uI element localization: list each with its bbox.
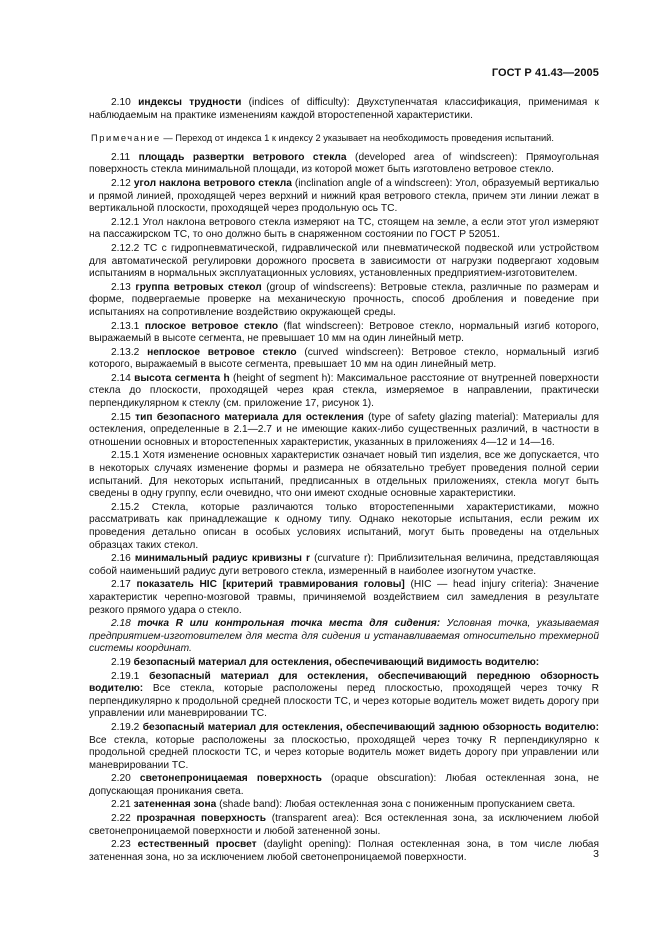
paragraph-text: (curvature r): Приблизительная величина, представляющая собой наименьший радиус дуги ветрового стекла, измеренный в наиболее изогнутом участке. <box>89 553 599 577</box>
paragraph <box>89 321 599 346</box>
paragraph-text: (indices of difficulty): Двухступенчатая классификация, применимая к наблюдаемым на практике изменениям каждой второстепенной характеристики. <box>89 97 600 121</box>
clause-number: 2.14 <box>111 372 131 384</box>
clause-number: 2.10 <box>111 97 131 108</box>
paragraph <box>89 553 599 578</box>
term: безопасный материал для остекления, обеспечивающий переднюю обзорность водителю: <box>89 670 599 695</box>
paragraph <box>89 282 599 320</box>
term: затененная зона <box>133 799 217 811</box>
term: группа ветровых стекол <box>135 281 262 293</box>
clause-number: 2.13 <box>111 281 131 293</box>
clause-number: 2.12 <box>111 177 131 189</box>
paragraph-text: (daylight opening): Полная остекленная зона, в том числе любая затененная зона, но за исключением любой светонепроницаемой поверхности. <box>89 839 599 863</box>
clause-number: 2.15.2 <box>111 501 140 513</box>
paragraph-text: (HIC — head injury criteria): Значение характеристик черепно-мозговой травмы, причиняемой воздействием сил замедления в результате резкого прямого удара о стекло. <box>89 579 599 616</box>
paragraph <box>89 152 599 177</box>
term: угол наклона ветрового стекла <box>133 177 292 189</box>
term: естественный просвет <box>137 839 257 851</box>
clause-number: 2.18 <box>111 618 131 630</box>
paragraph-text: Все стекла, которые расположены перед плоскостью, проходящей через точку R перпендикулярно к продольной средней плоскости ТС, и через которые водитель может видеть дорогу при управлении или маневрировании ТС. <box>89 683 599 720</box>
paragraph <box>89 347 599 372</box>
paragraph <box>89 773 599 798</box>
clause-number: 2.12.2 <box>111 242 140 254</box>
note-text: — Переход от индекса 1 к индексу 2 указывает на необходимость проведения испытаний. <box>160 133 554 144</box>
term: прозрачная поверхность <box>136 813 267 825</box>
term: минимальный радиус кривизны r <box>134 553 310 565</box>
paragraph-text: Стекла, которые различаются только второстепенными характеристиками, можно рассматривать как принадлежащие к одному типу. Однако некоторые испытания, если режим их проведения детально описан в особых условиях испытаний, могут быть проведены на отдельных образцах таких стекол. <box>89 501 599 551</box>
clause-number: 2.17 <box>111 579 131 591</box>
term: безопасный материал для остекления, обеспечивающий заднюю обзорность водителю: <box>142 721 599 733</box>
clause-number: 2.11 <box>111 151 131 163</box>
paragraph-text: (opaque obscuration): Любая остекленная зона, не допускающая проникания света. <box>89 773 599 797</box>
term: точка R или контрольная точка места для сидения: <box>137 618 441 630</box>
paragraph <box>89 450 599 500</box>
clause-number: 2.20 <box>111 773 131 785</box>
note <box>89 132 599 145</box>
paragraph <box>89 799 599 812</box>
paragraph <box>89 813 599 838</box>
paragraph-text: ТС с гидропневматической, гидравлической или пневматической подвеской или устройством для автоматической регулировки дорожного просвета в зависимости от нагрузки подвергают ходовым испытаниям в нормальных эксплуатационных условиях, установленных предприятием-изготовителем. <box>89 242 599 280</box>
paragraph <box>89 579 599 617</box>
paragraph-text: (transparent area): Вся остекленная зона, за исключением любой светонепроницаемой поверхности и любой затененной зоны. <box>89 813 599 837</box>
paragraph <box>89 178 599 216</box>
clause-number: 2.13.1 <box>111 320 140 332</box>
term: индексы трудности <box>138 97 242 108</box>
document-body <box>89 97 599 865</box>
clause-number: 2.22 <box>111 813 131 825</box>
paragraph-text: (type of safety glazing material): Материалы для остекления, определенные в 2.1—2.7 и не имеющие каких-либо существенных различий, в частности в отношении основных и второстепенных характеристик, указанных в приложениях 4—12 и 14—16. <box>89 411 599 448</box>
paragraph-text: Угол наклона ветрового стекла измеряют на ТС, стоящем на земле, а если этот угол измеряют на пассажирском ТС, то оно должно быть в снаряженном состоянии по ГОСТ Р 52051. <box>89 216 599 241</box>
paragraph-text: Хотя изменение основных характеристик означает новый тип изделия, все же допускается, что в некоторых случаях изменение формы и размера не обязательно требует проведения полной серии испытаний. Для некоторых испытаний, предписанных в отдельных приложениях, стекла могут быть сведены в одну группу, если очевидно, что они имеют сходные основные характеристики. <box>89 450 599 500</box>
paragraph-text: (flat windscreen): Ветровое стекло, нормальный изгиб которого, выражаемый в высоте сегмента, не превышает 10 мм на один линейный метр. <box>89 320 599 345</box>
paragraph <box>89 412 599 450</box>
term: неплоское ветровое стекло <box>147 346 297 358</box>
page-number: 3 <box>593 848 599 860</box>
clause-number: 2.19.2 <box>111 721 140 733</box>
clause-number: 2.15 <box>111 411 131 423</box>
document-header: ГОСТ Р 41.43—2005 <box>491 67 599 79</box>
paragraph <box>89 671 599 721</box>
paragraph-text: Все стекла, которые расположены за плоскостью, проходящей через точку R перпендикулярно к продольной средней плоскости ТС, и через которые водитель может видеть дорогу при управлении или маневрировании ТС. <box>89 734 599 771</box>
paragraph-text: Условная точка, указываемая предприятием-изготовителем для места для сидения и устанавливаемая относительно трехмерной системы координат. <box>89 618 599 655</box>
clause-number: 2.15.1 <box>111 450 140 462</box>
clause-number: 2.19.1 <box>111 670 140 682</box>
clause-number: 2.12.1 <box>111 216 140 228</box>
term: площадь развертки ветрового стекла <box>138 151 347 163</box>
term: плоское ветровое стекло <box>144 320 279 332</box>
term: высота сегмента h <box>134 372 230 384</box>
paragraph <box>89 217 599 242</box>
term: безопасный материал для остекления, обеспечивающий видимость водителю: <box>133 656 540 668</box>
clause-number: 2.16 <box>111 553 131 565</box>
clause-number: 2.19 <box>111 656 131 668</box>
paragraph-text: (curved windscreen): Ветровое стекло, нормальный изгиб которого, выражаемый в высоте сегмента, превышает 10 мм на один линейный метр. <box>89 346 599 371</box>
paragraph <box>89 502 599 552</box>
paragraph <box>89 839 599 864</box>
paragraph-text: (shade band): Любая остекленная зона с пониженным пропусканием света. <box>216 799 576 811</box>
paragraph-text: (height of segment h): Максимальное расстояние от внутренней поверхности стекла до плоскости, проходящей через края стекла, измеряемое в направлении, практически перпендикулярном к стеклу (см. приложение 17, рисунок 1). <box>89 372 599 410</box>
clause-number: 2.13.2 <box>111 346 140 358</box>
clause-number: 2.23 <box>111 839 131 851</box>
paragraph <box>89 618 599 656</box>
paragraph-text: (inclination angle of a windscreen): Угол, образуемый вертикалью и прямой линией, проходящей через верхний и нижний края ветрового стекла, причем эти линии лежат в вертикальной плоскости, проходящей через продольную ось ТС. <box>89 177 599 215</box>
paragraph <box>89 97 599 122</box>
note-label: Примечание <box>91 133 161 144</box>
paragraph-text: (group of windscreens): Ветровые стекла, различные по размерам и форме, подвергаемые проверке на механическую прочность, способ дробления и поведение при испытаниях на сопротивление воздействию окружающей среды. <box>89 281 599 318</box>
term: показатель HIC [критерий травмирования головы] <box>136 579 405 591</box>
term: тип безопасного материала для остекления <box>135 411 364 423</box>
paragraph <box>89 243 599 281</box>
paragraph <box>89 657 599 670</box>
paragraph <box>89 373 599 411</box>
paragraph-text: (developed area of windscreen): Прямоугольная поверхность стекла минимальной площади, из которой может быть изготовлено ветровое стекло. <box>89 151 600 176</box>
clause-number: 2.21 <box>111 799 131 811</box>
paragraph <box>89 722 599 772</box>
term: светонепроницаемая поверхность <box>139 773 322 785</box>
